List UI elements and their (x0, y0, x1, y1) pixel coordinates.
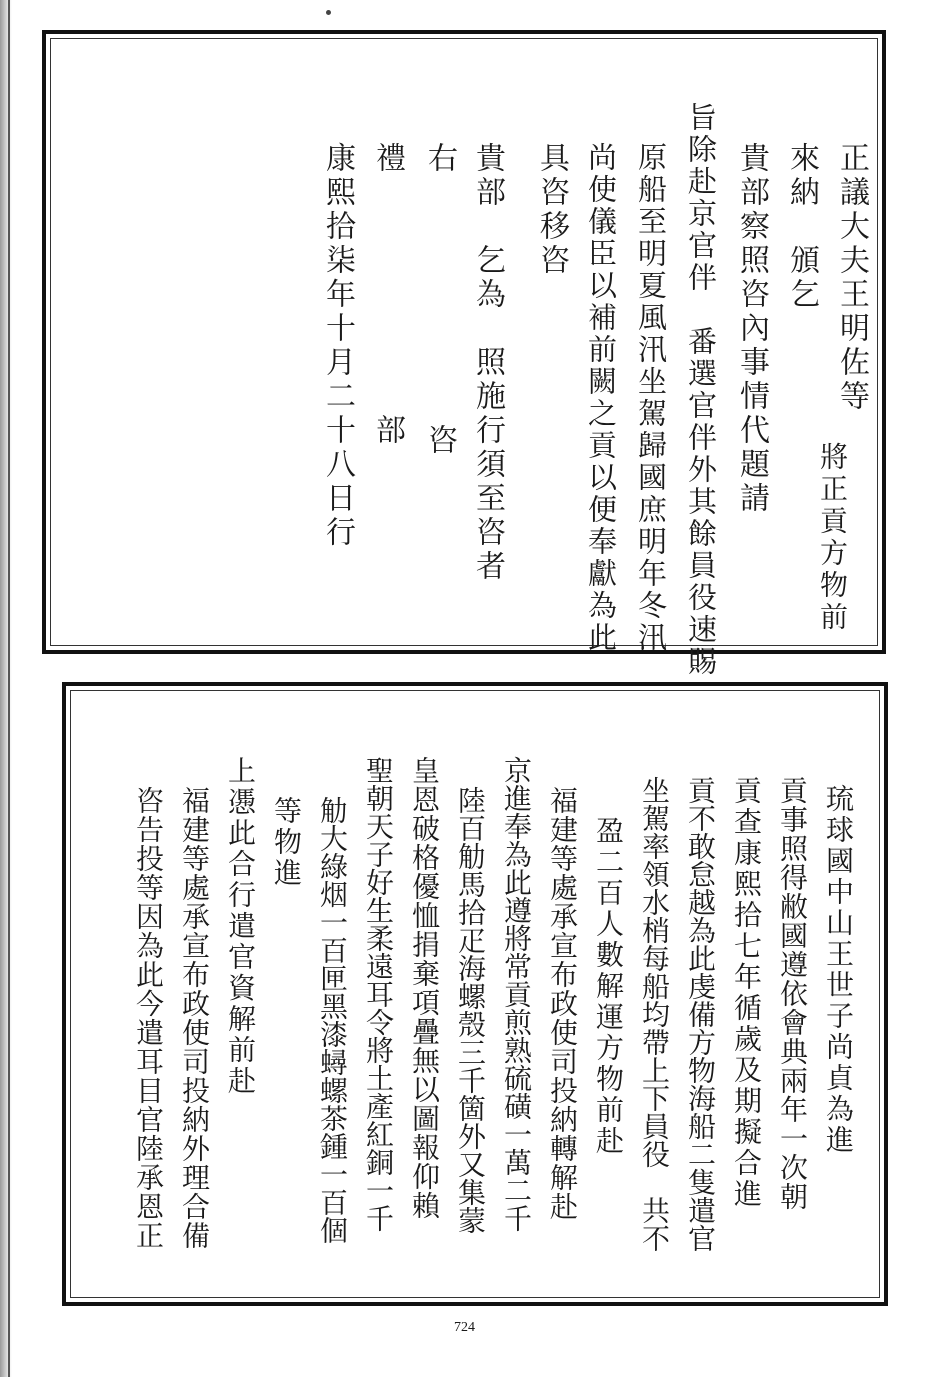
bottom-col-2: 貢事照得敝國遵依會典兩年一次朝 (776, 776, 809, 1211)
top-col-4: 旨除赴京官伴 番選官伴外其餘員役速賜 (684, 102, 718, 678)
bottom-col-14: 上慿此合行遣官資解前赴 (224, 756, 257, 1097)
stray-mark (326, 10, 331, 15)
top-col-1: 正議大夫王明佐等 (834, 142, 869, 414)
bottom-col-3: 貢查康熙拾七年循歲及期擬合進 (730, 776, 763, 1210)
bottom-col-15: 福建等處承宣布政使司投納外理合備 (178, 786, 211, 1250)
bottom-col-7: 福建等處承宣布政使司投納轉解赴 (546, 786, 579, 1221)
bottom-col-13: 等物進 (270, 796, 303, 889)
top-col-10: 禮 (370, 142, 405, 176)
top-col-3: 貴部察照咨內事情代題請 (734, 142, 769, 516)
bottom-col-8: 京進奉為此遵將常貢煎熟硫磺一萬二千 (500, 756, 533, 1232)
top-col-6: 尚使儀臣以補前闕之貢以便奉獻為此 (584, 142, 618, 654)
bottom-col-9: 陸百觔馬拾疋海螺殼三千箇外又集蒙 (454, 786, 487, 1234)
bottom-col-11: 聖朝天子好生柔遠耳令將土產紅銅一千 (362, 756, 395, 1232)
top-upper-right-text: 將正貢方物前 (816, 442, 849, 634)
page-number: 724 (454, 1320, 475, 1335)
top-col-5: 原船至明夏風汛坐駕歸國庶明年冬汛 (634, 142, 668, 654)
bottom-col-4: 貢不敢怠越為此虔備方物海船二隻遣官 (684, 776, 717, 1252)
bottom-col-6: 盈二百人數解運方物前赴 (592, 816, 625, 1157)
page-edge (8, 0, 10, 1377)
top-col-9: 右 (422, 142, 457, 176)
top-addressee-mark: 咨 (422, 424, 457, 458)
top-ministry-mark: 部 (370, 414, 405, 448)
bottom-col-16: 咨告投等因為此今遣耳目官陸承恩正 (132, 786, 165, 1250)
top-document-panel (42, 30, 886, 678)
bottom-document-panel (62, 682, 888, 1306)
bottom-col-1: 琉球國中山王世子尚貞為進 (822, 784, 855, 1156)
bottom-col-10: 皇恩破格優恤捐棄項疊無以圖報仰賴 (408, 756, 441, 1220)
top-col-2: 來納 頒乞 (784, 142, 819, 312)
binding-shadow (0, 0, 12, 1377)
bottom-col-12: 觔大綠烟一百匣黑漆蟳螺茶鍾一百個 (316, 796, 349, 1244)
bottom-col-5: 坐駕率領水梢每船均帶上下員役 共不 (638, 776, 671, 1252)
top-col-11: 康熙拾柒年十月二十八日行 (320, 142, 355, 550)
top-col-8: 貴部 乞為 照施行須至咨者 (470, 142, 505, 584)
top-col-7: 具咨移咨 (534, 142, 569, 278)
